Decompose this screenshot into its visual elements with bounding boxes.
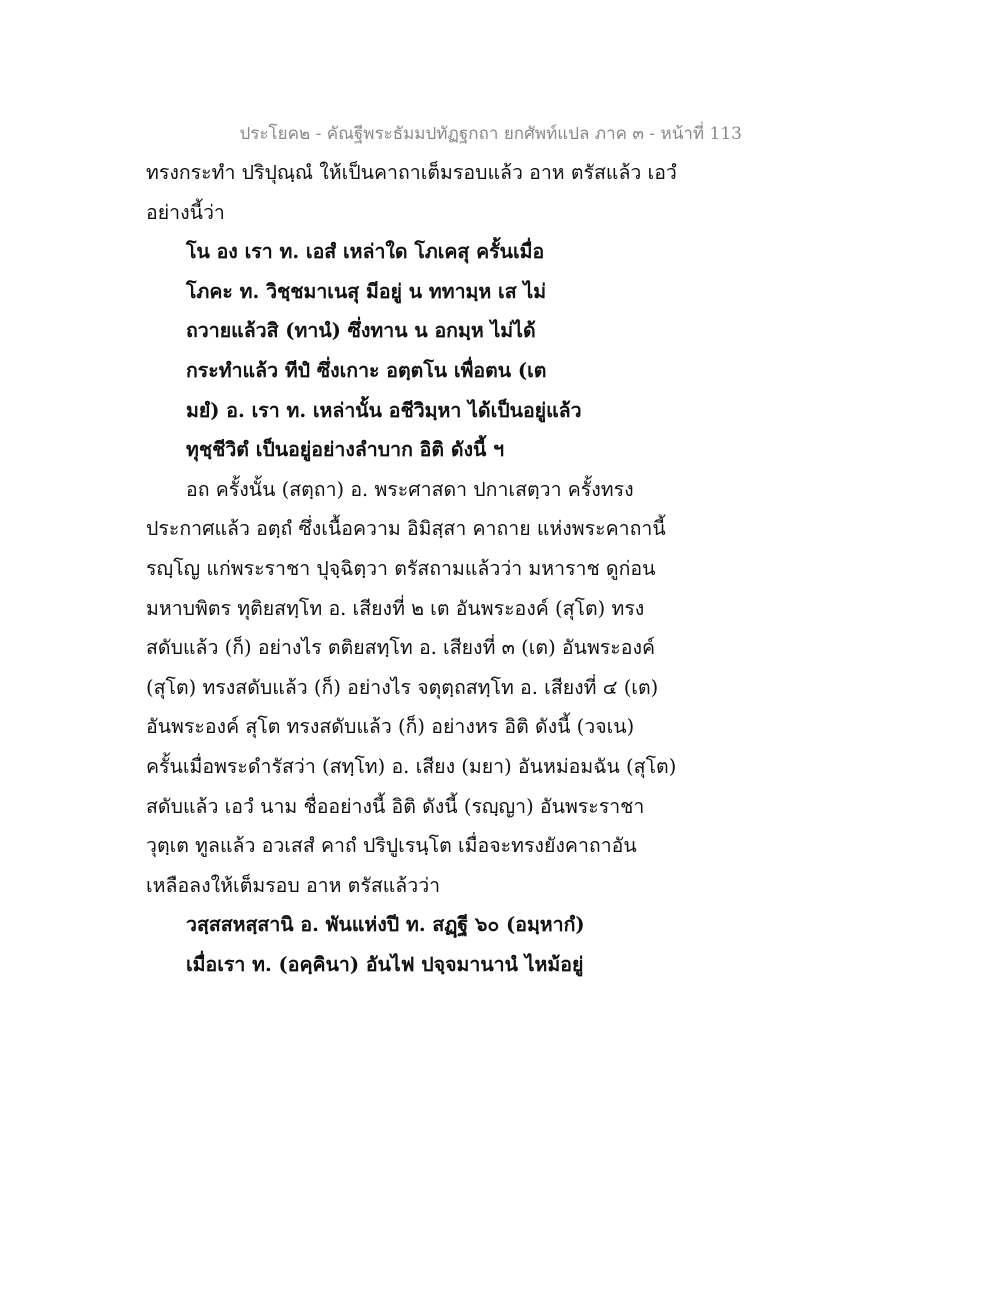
text-line: (สุโต) ทรงสดับแล้ว (ก็) อย่างไร จตุตฺถสทฺโท อ. เสียงที่ ๔ (เต) — [146, 675, 659, 699]
text-line: อถ ครั้งนั้น (สตฺถา) อ. พระศาสดา ปกาเสตฺวา ครั้งทรง — [186, 477, 634, 501]
verse-line: เมื่อเรา ท. (อคฺคินา) อันไฟ ปจฺจมานานํ ไหม้อยู่ — [186, 952, 584, 976]
verse-line: โน อง เรา ท. เอสํ เหล่าใด โภเคสุ ครั้นเมื่อ — [186, 240, 545, 264]
text-line: อันพระองค์ สุโต ทรงสดับแล้ว (ก็) อย่างหร อิติ ดังนี้ (วจเน) — [146, 715, 635, 739]
text-line: ประกาศแล้ว อตฺถํ ซึ่งเนื้อความ อิมิสฺสา คาถาย แห่งพระคาถานี้ — [146, 517, 666, 541]
body-text — [146, 153, 686, 984]
verse-line: โภคะ ท. วิชฺชมาเนสุ มีอยู่ น ททามฺห เส ไม่ — [186, 279, 547, 303]
page-header: ประโยค๒ - คัณฐีพระธัมมปทัฏฐกถา ยกศัพท์แปล ภาค ๓ - หน้าที่ 113 — [239, 124, 742, 144]
text-line: วุตฺเต ทูลแล้ว อวเสสํ คาถํ ปริปูเรนฺโต เมื่อจะทรงยังคาถาอัน — [146, 834, 637, 858]
verse-line: วสฺสสหสฺสานิ อ. พันแห่งปี ท. สฏฺฐี ๖๐ (อมฺหากํ) — [186, 913, 585, 937]
text-line: สดับแล้ว เอวํ นาม ชื่ออย่างนี้ อิติ ดังนี้ (รญฺญา) อันพระราชา — [146, 794, 645, 818]
text-line: รญฺโญ แก่พระราชา ปุจฺฉิตฺวา ตรัสถามแล้วว่า มหาราช ดูก่อน — [146, 556, 656, 580]
text-line: อย่างนี้ว่า — [146, 200, 225, 224]
verse-line: ถวายแล้วสิ (ทานํ) ซึ่งทาน น อกมฺห ไม่ได้ — [186, 319, 536, 343]
text-line: ครั้นเมื่อพระดำรัสว่า (สทฺโท) อ. เสียง (มยา) อันหม่อมฉัน (สุโต) — [146, 754, 677, 778]
verse-line: มยํ) อ. เรา ท. เหล่านั้น อชีวิมฺหา ได้เป็นอยู่แล้ว — [186, 398, 582, 422]
text-line: เหลือลงให้เต็มรอบ อาห ตรัสแล้วว่า — [146, 873, 441, 897]
text-line: มหาบพิตร ทุติยสทฺโท อ. เสียงที่ ๒ เต อันพระองค์ (สุโต) ทรง — [146, 596, 645, 620]
text-line: ทรงกระทำ ปริปุณฺณํ ให้เป็นคาถาเต็มรอบแล้ว อาห ตรัสแล้ว เอวํ — [146, 161, 677, 184]
verse-line: กระทำแล้ว ทีปํ ซึ่งเกาะ อตฺตโน เพื่อตน (เต — [186, 358, 547, 382]
verse-line: ทุชฺชีวิตํ เป็นอยู่อย่างลำบาก อิติ ดังนี้ ฯ — [186, 438, 505, 462]
text-line: สดับแล้ว (ก็) อย่างไร ตติยสทฺโท อ. เสียงที่ ๓ (เต) อันพระองค์ — [146, 636, 656, 660]
